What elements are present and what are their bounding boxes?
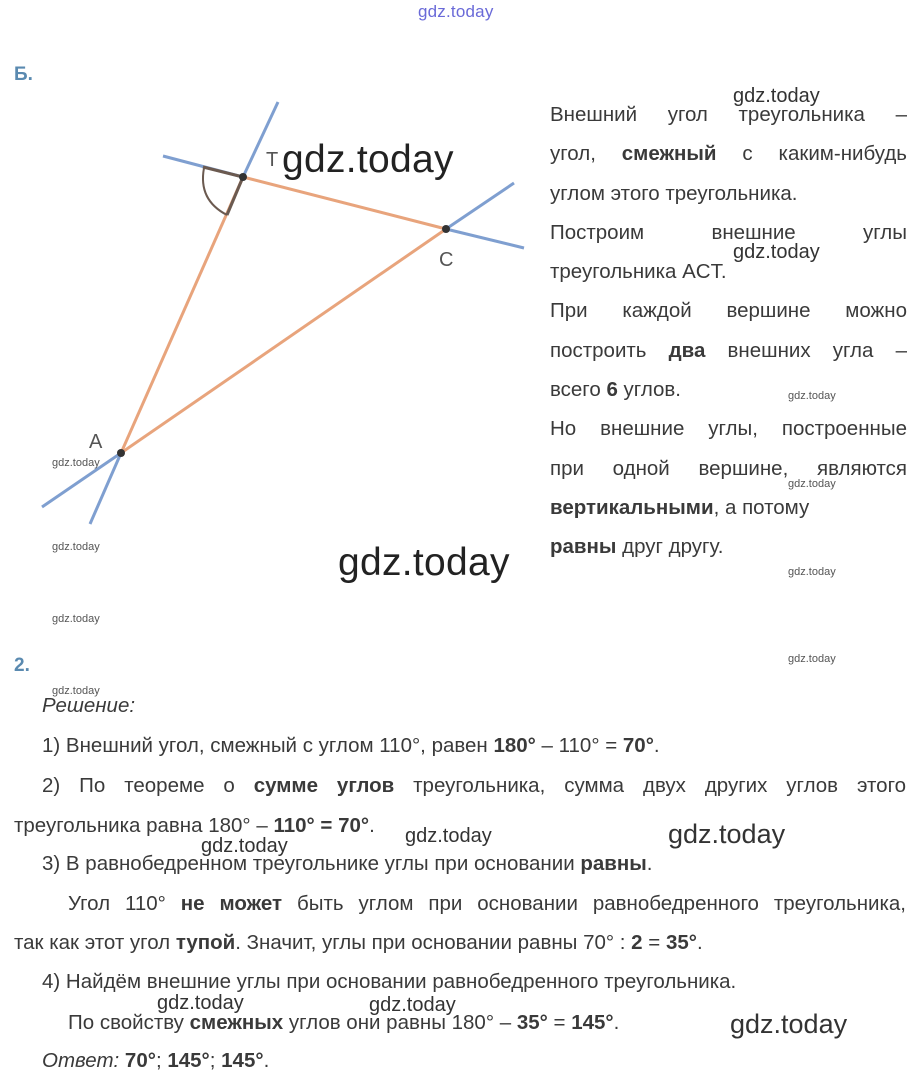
ext-line-c-up [446, 183, 514, 229]
solution-line-6: так как этот угол тупой. Значит, углы при основании равны 70° : 2 = 35°. [14, 931, 703, 954]
section-b-explanation [550, 95, 907, 567]
p1-line2: угол, смежный с каким-нибудь [550, 142, 907, 166]
solution-line-8: По свойству смежных углов они равны 180° – 35° = 145°. [68, 1011, 620, 1034]
watermark-small-4: gdz.today [788, 653, 836, 665]
p4-line2: при одной вершине, являются [550, 456, 907, 480]
solution-line-2: 2) По теореме о сумме углов треугольника, сумма двух других углов этого [42, 774, 906, 797]
angle-ray-2 [227, 177, 243, 215]
watermark-mid-5: gdz.today [157, 992, 244, 1014]
watermark-small-5: gdz.today [52, 457, 100, 469]
p2-line2: треугольника ACT. [550, 260, 727, 284]
solution-line-1: 1) Внешний угол, смежный с углом 110°, равен 180° – 110° = 70°. [42, 734, 660, 757]
p2-line1: Построим внешние углы [550, 220, 907, 244]
watermark-big-2: gdz.today [338, 541, 510, 584]
watermark-small-8: gdz.today [52, 685, 100, 697]
watermark-med-1: gdz.today [668, 819, 786, 849]
watermark-small-7: gdz.today [52, 613, 100, 625]
vertex-c-dot [442, 225, 450, 233]
vertex-t-label: T [266, 149, 279, 171]
solution-line-4: 3) В равнобедренном треугольнике углы при основании равны. [42, 852, 653, 875]
watermark-mid-1: gdz.today [733, 85, 820, 107]
watermark-big-1: gdz.today [282, 138, 454, 181]
p3-line3: всего 6 углов. [550, 378, 681, 402]
solution-title: Решение: [42, 694, 136, 717]
watermark-small-1: gdz.today [788, 390, 836, 402]
triangle-figure [0, 90, 540, 540]
p4-line1: Но внешние углы, построенные [550, 417, 907, 441]
watermark-mid-4: gdz.today [405, 825, 492, 847]
p1-line3: углом этого треугольника. [550, 181, 798, 205]
solution-line-3: треугольника равна 180° – 110° = 70°. [14, 814, 375, 837]
watermark-mid-6: gdz.today [369, 994, 456, 1016]
watermark-med-2: gdz.today [730, 1009, 848, 1039]
p1-line1: Внешний угол треугольника – [550, 103, 907, 126]
solution-line-7: 4) Найдём внешние углы при основании равнобедренного треугольника. [42, 970, 737, 993]
section-b-label: Б. [14, 64, 33, 85]
p4-line3: вертикальными, а потому [550, 495, 810, 519]
watermark-small-3: gdz.today [788, 566, 836, 578]
p3-line1: При каждой вершине можно [550, 299, 907, 323]
solution-line-5: Угол 110° не может быть углом при основании равнобедренного треугольника, [68, 892, 906, 915]
side-tc [243, 177, 446, 229]
vertex-c-label: C [439, 249, 454, 271]
vertex-a-dot [117, 449, 125, 457]
watermark-small-2: gdz.today [788, 478, 836, 490]
ext-line-c-right [446, 229, 524, 248]
header-watermark: gdz.today [418, 2, 494, 21]
p4-line4: равны друг другу. [550, 535, 724, 559]
section-2-label: 2. [14, 655, 30, 676]
vertex-t-dot [239, 173, 247, 181]
answer-line: Ответ: 70°; 145°; 145°. [42, 1049, 270, 1072]
vertex-a-label: A [89, 431, 103, 453]
angle-arc [203, 168, 227, 215]
angle-ray-1 [203, 167, 243, 177]
watermark-mid-2: gdz.today [733, 241, 820, 263]
watermark-small-6: gdz.today [52, 541, 100, 553]
watermark-mid-3: gdz.today [201, 835, 288, 857]
p3-line2: построить два внешних угла – [550, 338, 907, 362]
